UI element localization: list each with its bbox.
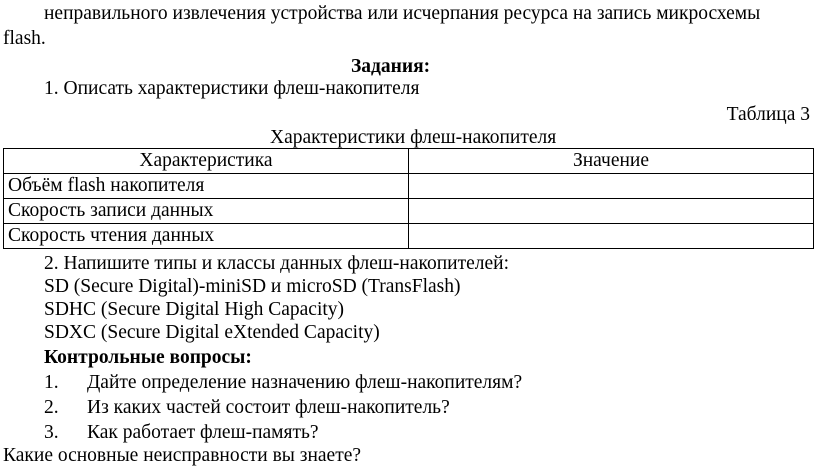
row-value [409, 174, 814, 199]
row-name: Скорость записи данных [4, 199, 409, 224]
table-header-row [4, 149, 814, 174]
characteristics-table [3, 148, 814, 249]
intro-line-1: неправильного извлечения устройства или исчерпания ресурса на запись микросхемы [44, 3, 761, 24]
row-name: Скорость чтения данных [4, 224, 409, 249]
header-value: Значение [409, 149, 814, 174]
question-number: 2. [44, 397, 59, 418]
table-row [4, 224, 814, 249]
task-1: 1. Описать характеристики флеш-накопителя [44, 78, 420, 99]
question-text: Дайте определение назначению флеш-накопителям? [87, 372, 523, 393]
task-2-title: 2. Напишите типы и классы данных флеш-накопителей: [44, 253, 510, 274]
last-question: Какие основные неисправности вы знаете? [3, 445, 362, 466]
row-value [409, 224, 814, 249]
questions-heading: Контрольные вопросы: [44, 347, 252, 368]
task-2-item: SD (Secure Digital)-miniSD и microSD (TransFlash) [44, 276, 461, 297]
question-number: 3. [44, 422, 59, 443]
task-2-item: SDHC (Secure Digital High Capacity) [44, 299, 345, 320]
table-row [4, 199, 814, 224]
task-2-item: SDXC (Secure Digital eXtended Capacity) [44, 322, 380, 343]
row-value [409, 199, 814, 224]
row-name: Объём flash накопителя [4, 174, 409, 199]
table-caption: Характеристики флеш-накопителя [270, 127, 557, 148]
intro-line-2: flash. [3, 28, 46, 49]
table-number-label: Таблица 3 [726, 104, 810, 125]
question-text: Из каких частей состоит флеш-накопитель? [87, 397, 450, 418]
question-text: Как работает флеш-память? [87, 422, 319, 443]
tasks-heading: Задания: [351, 56, 431, 77]
table-row [4, 174, 814, 199]
header-characteristic: Характеристика [4, 149, 409, 174]
question-number: 1. [44, 372, 59, 393]
